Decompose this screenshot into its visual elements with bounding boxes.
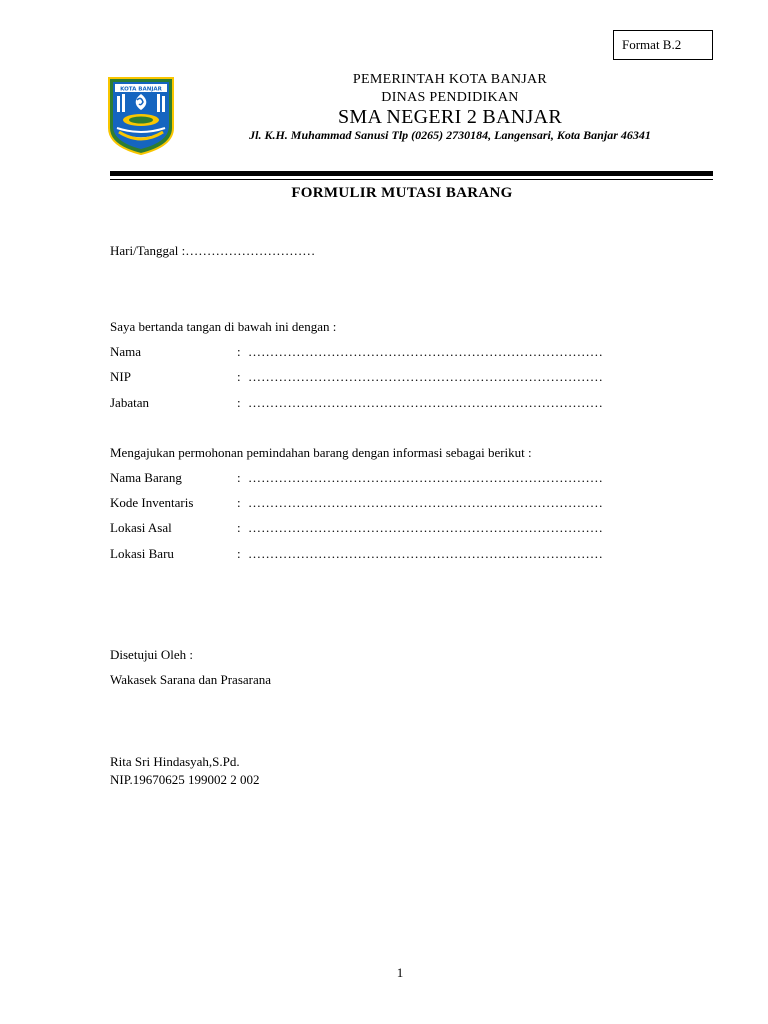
field-label-nip: NIP <box>110 369 131 384</box>
field-colon: : <box>237 344 241 359</box>
field-label-jabatan: Jabatan <box>110 395 149 410</box>
city-emblem-icon <box>107 76 175 156</box>
field-colon: : <box>237 395 241 410</box>
field-blank-nama[interactable]: ……………………………………………………………………… <box>248 344 604 359</box>
header-school-name: SMA NEGERI 2 BANJAR <box>337 106 563 128</box>
field-label-nama: Nama <box>110 344 142 359</box>
intro-signer: Saya bertanda tangan di bawah ini dengan : <box>110 319 337 334</box>
field-label-lokasi-baru: Lokasi Baru <box>110 546 174 561</box>
field-blank-nip[interactable]: ……………………………………………………………………… <box>248 369 604 384</box>
field-label-nama-barang: Nama Barang <box>110 470 182 485</box>
intro-request: Mengajukan permohonan pemindahan barang dengan informasi sebagai berikut : <box>110 445 532 460</box>
field-blank-lokasi-asal[interactable]: ……………………………………………………………………… <box>248 520 604 535</box>
header-address: Jl. K.H. Muhammad Sanusi Tlp (0265) 2730184, Langensari, Kota Banjar 46341 <box>249 128 651 142</box>
field-blank-kode-inventaris[interactable]: ……………………………………………………………………… <box>248 495 604 510</box>
field-colon: : <box>237 520 241 535</box>
header-rule-thin <box>110 179 713 180</box>
header-department: DINAS PENDIDIKAN <box>381 90 519 105</box>
field-label-kode-inventaris: Kode Inventaris <box>110 495 194 510</box>
field-blank-lokasi-baru[interactable]: ……………………………………………………………………… <box>248 546 604 561</box>
field-colon: : <box>237 369 241 384</box>
approver-nip: NIP.19670625 199002 2 002 <box>110 772 260 787</box>
format-label: Format B.2 <box>622 37 682 52</box>
field-colon: : <box>237 546 241 561</box>
field-label-lokasi-asal: Lokasi Asal <box>110 520 172 535</box>
field-blank-nama-barang[interactable]: ……………………………………………………………………… <box>248 470 604 485</box>
date-line: Hari/Tanggal :………………………… <box>110 243 316 258</box>
page-number: 1 <box>396 965 404 980</box>
approver-position: Wakasek Sarana dan Prasarana <box>110 672 272 687</box>
approved-by-label: Disetujui Oleh : <box>110 647 194 662</box>
field-blank-jabatan[interactable]: ……………………………………………………………………… <box>248 395 604 410</box>
field-colon: : <box>237 495 241 510</box>
emblem-text: KOTA BANJAR <box>120 86 162 93</box>
header-rule-thick <box>110 171 713 176</box>
form-title: FORMULIR MUTASI BARANG <box>291 185 513 201</box>
format-label-box <box>613 30 713 60</box>
header-government: PEMERINTAH KOTA BANJAR <box>352 72 548 87</box>
field-colon: : <box>237 470 241 485</box>
approver-name: Rita Sri Hindasyah,S.Pd. <box>110 754 240 769</box>
